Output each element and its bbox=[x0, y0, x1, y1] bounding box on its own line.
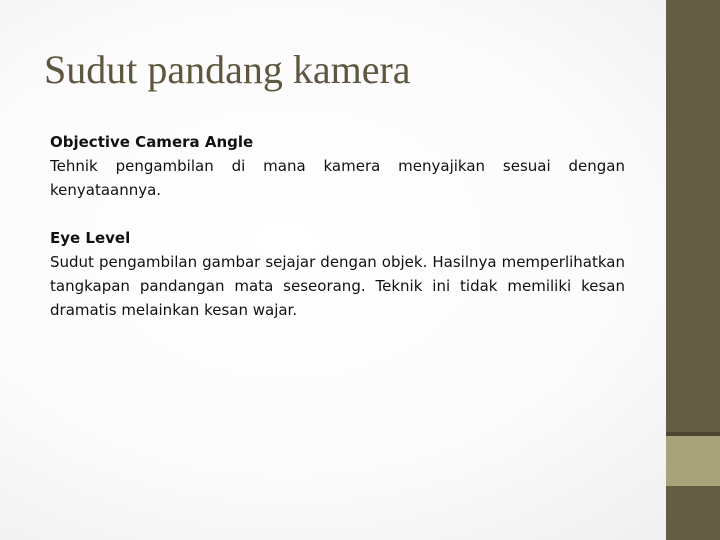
section-body: Tehnik pengambilan di mana kamera menyajikan sesuai dengan kenyataannya. bbox=[50, 157, 625, 199]
section-body: Sudut pengambilan gambar sejajar dengan objek. Hasilnya memperlihatkan tangkapan pandangan mata seseorang. Teknik ini tidak memiliki kesan dramatis melainkan kesan wajar. bbox=[50, 253, 625, 319]
slide-title: Sudut pandang kamera bbox=[44, 47, 411, 92]
section-eye-level bbox=[50, 226, 625, 322]
section-objective-camera-angle bbox=[50, 130, 625, 202]
sidebar-accent-block bbox=[666, 436, 720, 486]
slide-content bbox=[50, 130, 625, 322]
section-heading: Eye Level bbox=[50, 229, 131, 247]
section-heading: Objective Camera Angle bbox=[50, 133, 254, 151]
